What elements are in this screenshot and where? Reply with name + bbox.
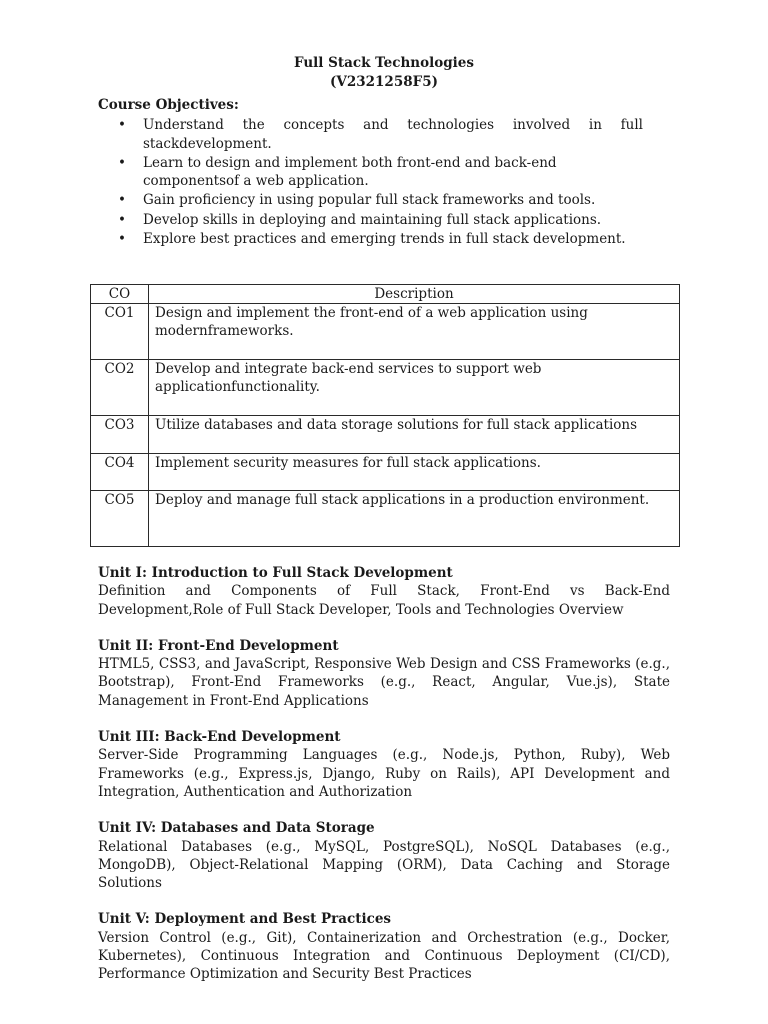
objective-item bbox=[98, 154, 643, 191]
unit-title: Unit II: Front-End Development bbox=[98, 637, 339, 654]
objective-text: Develop skills in deploying and maintaining full stack applications. bbox=[143, 211, 602, 228]
objective-item bbox=[98, 191, 643, 209]
document-title-block bbox=[0, 54, 768, 92]
objectives-heading: Course Objectives: bbox=[98, 97, 239, 113]
co-code-cell: CO4 bbox=[91, 454, 149, 491]
table-row bbox=[91, 304, 680, 360]
co-description-cell: Utilize databases and data storage solutions for full stack applications bbox=[149, 416, 680, 454]
unit-title: Unit V: Deployment and Best Practices bbox=[98, 911, 392, 928]
co-description-cell: Develop and integrate back-end services to support web applicationfunctionality. bbox=[149, 360, 680, 416]
bullet-icon: • bbox=[118, 211, 126, 228]
co-description-cell: Deploy and manage full stack applications in a production environment. bbox=[149, 491, 680, 547]
table-row bbox=[91, 491, 680, 547]
objective-item bbox=[98, 116, 643, 153]
unit-section bbox=[98, 910, 670, 983]
unit-body: Server-Side Programming Languages (e.g., Node.js, Python, Ruby), Web Frameworks (e.g., Express.js, Django, Ruby on Rails), API Development and Integration, Authentication and Authorization bbox=[98, 747, 670, 800]
unit-title: Unit IV: Databases and Data Storage bbox=[98, 820, 375, 837]
unit-body: Version Control (e.g., Git), Containerization and Orchestration (e.g., Docker, Kubernetes), Continuous Integration and Continuous Deployment (CI/CD), Performance Optimization and Security Best Practices bbox=[98, 929, 670, 983]
bullet-icon: • bbox=[118, 154, 126, 171]
unit-body: HTML5, CSS3, and JavaScript, Responsive Web Design and CSS Frameworks (e.g., Bootstrap), Front-End Frameworks (e.g., React, Angular, Vue.js), State Management in Front-End Applications bbox=[98, 656, 670, 709]
co-code-cell: CO5 bbox=[91, 491, 149, 547]
unit-section bbox=[98, 564, 670, 619]
unit-section bbox=[98, 637, 670, 710]
co-code-cell: CO3 bbox=[91, 416, 149, 454]
course-objectives bbox=[98, 96, 643, 249]
unit-body: Definition and Components of Full Stack, Front-End vs Back-End Development,Role of Full Stack Developer, Tools and Technologies Overview bbox=[98, 583, 670, 618]
objective-text: Understand the concepts and technologies involved in full stackdevelopment. bbox=[143, 117, 643, 152]
unit-body: Relational Databases (e.g., MySQL, PostgreSQL), NoSQL Databases (e.g., MongoDB), Object-Relational Mapping (ORM), Data Caching and Storage Solutions bbox=[98, 838, 670, 892]
objective-text: Learn to design and implement both front-end and back-end componentsof a web application. bbox=[143, 154, 557, 190]
co-code-cell: CO1 bbox=[91, 304, 149, 360]
document-title: Full Stack Technologies bbox=[294, 55, 474, 71]
course-units bbox=[98, 564, 670, 1002]
objective-text: Gain proficiency in using popular full stack frameworks and tools. bbox=[143, 192, 596, 209]
table-header-row bbox=[91, 285, 680, 304]
column-header-description: Description bbox=[149, 285, 680, 304]
objectives-list bbox=[98, 116, 643, 248]
objective-text: Explore best practices and emerging trends in full stack development. bbox=[143, 231, 626, 248]
unit-section bbox=[98, 819, 670, 892]
objective-item bbox=[98, 211, 643, 229]
unit-section bbox=[98, 728, 670, 801]
co-description-cell: Design and implement the front-end of a web application using modernframeworks. bbox=[149, 304, 680, 360]
column-header-co: CO bbox=[91, 285, 149, 304]
course-outcomes-table bbox=[90, 284, 680, 547]
table-row bbox=[91, 416, 680, 454]
table-row bbox=[91, 360, 680, 416]
unit-title: Unit III: Back-End Development bbox=[98, 729, 341, 746]
bullet-icon: • bbox=[118, 192, 126, 209]
co-description-cell: Implement security measures for full stack applications. bbox=[149, 454, 680, 491]
objective-item bbox=[98, 230, 643, 248]
course-code: (V2321258F5) bbox=[330, 74, 438, 90]
bullet-icon: • bbox=[118, 117, 126, 134]
unit-title: Unit I: Introduction to Full Stack Development bbox=[98, 565, 453, 581]
bullet-icon: • bbox=[118, 231, 126, 248]
co-code-cell: CO2 bbox=[91, 360, 149, 416]
table-row bbox=[91, 454, 680, 491]
